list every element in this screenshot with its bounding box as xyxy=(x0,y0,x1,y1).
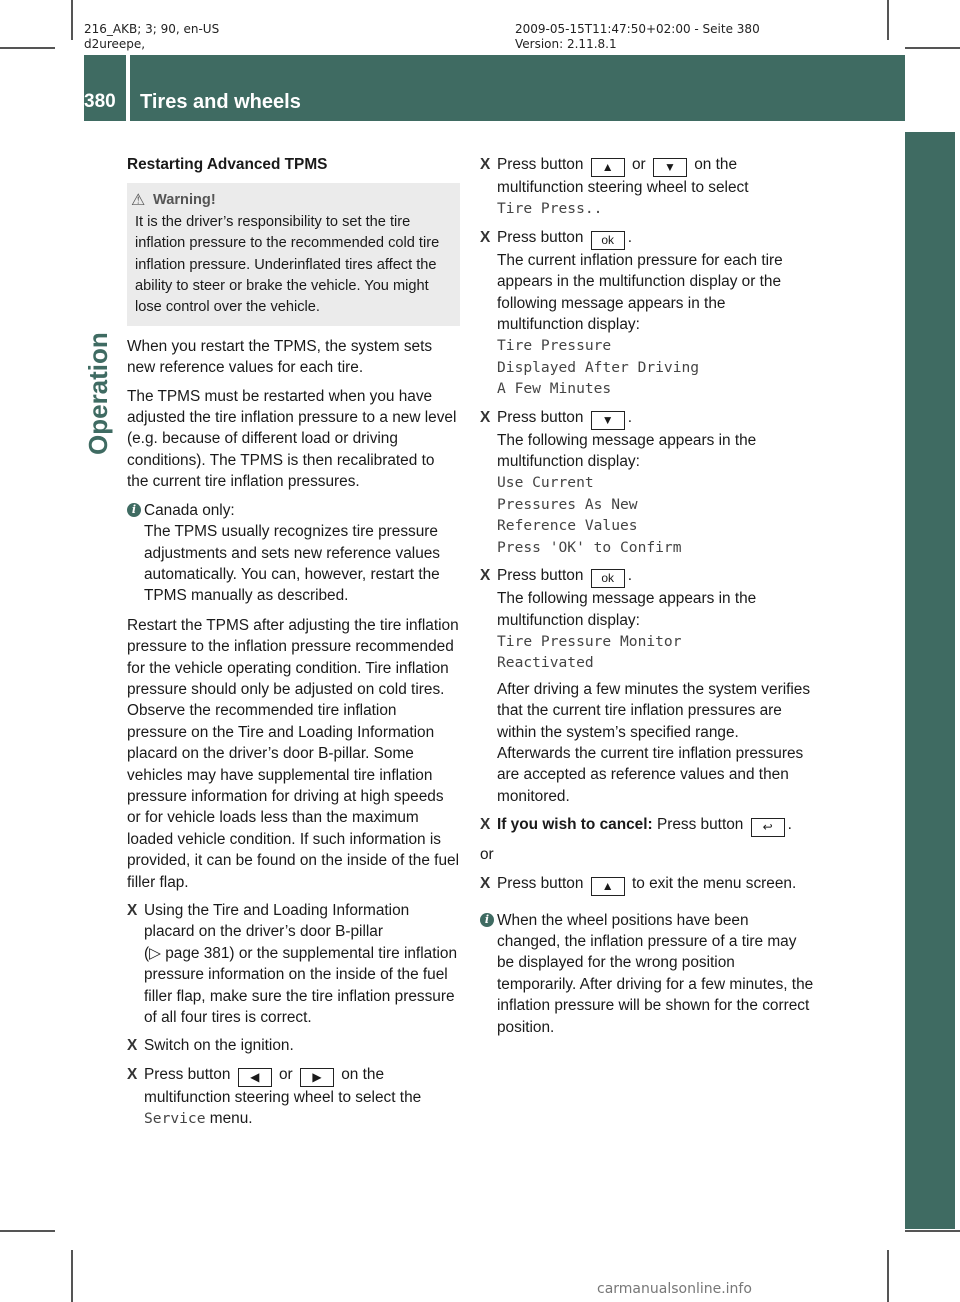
left-arrow-key-icon: ◀ xyxy=(238,1068,272,1087)
print-meta-left xyxy=(84,22,219,52)
step-text: Using the Tire and Loading Information placard on the driver’s door B-pillar xyxy=(144,902,410,941)
info-note xyxy=(480,910,815,1038)
chapter-title: Tires and wheels xyxy=(140,91,301,113)
print-meta-right-line2: Version: 2.11.8.1 xyxy=(515,37,617,51)
step-item: X If you wish to cancel: Press button ↩ . xyxy=(480,814,815,837)
step-x-icon: X xyxy=(127,902,138,919)
step-x-icon: X xyxy=(127,1065,138,1083)
step-text: The current inflation pressure for each tire appears in the multifunction display or the following message appears in the multifunction display: xyxy=(497,251,783,334)
step-text: The following message appears in the multifunction display: xyxy=(497,590,757,629)
display-text: Service xyxy=(144,1110,206,1128)
step-item xyxy=(480,154,815,220)
step-text-bold: If you wish to cancel: xyxy=(497,816,653,834)
ok-key-icon: ok xyxy=(591,231,625,250)
step-text: Switch on the ignition. xyxy=(144,1037,294,1055)
crop-mark xyxy=(0,1230,55,1232)
header-divider xyxy=(126,55,130,121)
side-tab-strip xyxy=(905,132,955,1229)
crop-mark xyxy=(71,0,73,40)
step-text: Press button xyxy=(497,567,584,585)
down-arrow-key-icon: ▼ xyxy=(591,411,625,430)
step-item xyxy=(127,1035,460,1056)
step-x-icon: X xyxy=(480,816,491,834)
step-item xyxy=(480,873,815,896)
info-text: The TPMS usually recognizes tire pressure adjustments and sets new reference values automatically. You can, however, restart the TPMS manually as described. xyxy=(144,523,441,605)
crop-mark xyxy=(887,0,889,40)
crop-mark xyxy=(0,47,55,49)
info-text: When the wheel positions have been changed, the inflation pressure of a tire may be displayed for the wrong position temporarily. After driving for a few minutes, the inflation pressure will be shown for the correct position. xyxy=(497,911,814,1036)
info-icon: i xyxy=(127,503,141,517)
display-text: Displayed After Driving xyxy=(497,358,700,376)
step-text: on the multifunction steering wheel to select the xyxy=(144,1065,422,1106)
step-item xyxy=(127,1064,460,1130)
step-text: Press button xyxy=(656,816,744,834)
display-text: Tire Pressure xyxy=(497,337,612,355)
page-number: 380 xyxy=(84,91,116,112)
display-text: A Few Minutes xyxy=(497,380,612,398)
step-text: on the multifunction steering wheel to select xyxy=(497,156,749,196)
paragraph: Restart the TPMS after adjusting the tire inflation pressure to the inflation pressure recommended for the vehicle operating condition. Tire inflation pressure should only be adjusted on cold tires. Observe the recommended tire inflation pressure on the Tire and Loading Information placard on the driver’s door B-pillar. Some vehicles may have supplemental tire inflation pressure information for driving at high speeds or for vehicle loads less than the maximum loaded vehicle condition. If such information is provided, it can be found on the inside of the fuel filler flap. xyxy=(127,616,459,891)
warning-title xyxy=(131,190,456,211)
info-title: Canada only: xyxy=(144,501,235,519)
crop-mark xyxy=(905,47,960,49)
page-reference-link[interactable]: (▷ page 381) xyxy=(144,944,235,962)
step-item: X Press button ok . The following message appears in the multifunction display: Tire Pressure Monitor Reactivated After driving a few minutes the system verifies that the current tire inflation pressures are within the system’s specified range. Afterwards the current tire inflation pressures are accepted as reference values and then monitored. xyxy=(480,565,815,807)
crop-mark xyxy=(71,1250,73,1302)
step-x-icon: X xyxy=(480,156,491,173)
display-text: Use Current xyxy=(497,474,594,492)
step-item: X Press button ok . The current inflation pressure for each tire appears in the multifunction display or the following message appears in the multifunction display: Tire Pressure Displayed After Driving A Few Minutes xyxy=(480,227,815,400)
step-text: Press button xyxy=(497,156,584,173)
display-text: Press 'OK' to Confirm xyxy=(497,538,682,556)
print-meta-left-line2: d2ureepe, xyxy=(84,37,146,51)
ok-key-icon: ok xyxy=(591,569,625,588)
step-text: menu. xyxy=(209,1110,253,1128)
print-meta-right-line1: 2009-05-15T11:47:50+02:00 - Seite 380 xyxy=(515,22,760,36)
step-text: Press button xyxy=(144,1065,231,1083)
crop-mark xyxy=(887,1250,889,1302)
paragraph: or xyxy=(480,846,494,864)
display-text: Tire Pressure Monitor xyxy=(497,632,682,650)
right-arrow-key-icon: ▶ xyxy=(300,1068,334,1087)
step-x-icon: X xyxy=(480,567,491,585)
step-item xyxy=(127,900,460,1028)
info-icon: i xyxy=(480,913,494,927)
step-x-icon: X xyxy=(480,228,491,246)
side-tab xyxy=(905,132,955,1232)
step-text: or xyxy=(278,1065,293,1083)
up-arrow-key-icon: ▲ xyxy=(591,877,625,896)
step-text: to exit the menu screen. xyxy=(631,874,797,892)
step-text: Press button xyxy=(497,874,584,892)
print-meta-left-line1: 216_AKB; 3; 90, en-US xyxy=(84,22,220,36)
paragraph: The TPMS must be restarted when you have adjusted the tire inflation pressure to a new level (e.g. because of different load or driving conditions). The TPMS is then recalibrated to the current tire inflation pressures. xyxy=(127,387,457,491)
step-x-icon: X xyxy=(127,1037,138,1055)
display-text: Reactivated xyxy=(497,654,594,672)
warning-box xyxy=(127,183,460,325)
paragraph: When you restart the TPMS, the system sets new reference values for each tire. xyxy=(127,337,433,377)
side-tab-label: Operation xyxy=(83,332,113,455)
warning-text: It is the driver’s responsibility to set the tire inflation pressure to the recommended cold tire inflation pressure. Underinflated tires affect the ability to steer or brake the vehicle. You might lose control over the vehicle. xyxy=(135,213,440,316)
warning-triangle-icon: ⚠ xyxy=(131,192,146,210)
section-heading: Restarting Advanced TPMS xyxy=(127,156,328,173)
step-text: Press button xyxy=(497,408,584,426)
print-meta-right xyxy=(515,22,760,52)
step-x-icon: X xyxy=(480,874,491,892)
down-arrow-key-icon: ▼ xyxy=(653,158,687,177)
watermark: carmanualsonline.info xyxy=(597,1281,752,1297)
info-note xyxy=(127,500,460,607)
display-text: Tire Press.. xyxy=(497,200,603,218)
warning-title-text: Warning! xyxy=(153,192,216,209)
step-text: or the supplemental tire inflation pressure information on the inside of the fuel filler flap, make sure the tire inflation pressure of all four tires is correct. xyxy=(144,944,458,1027)
step-x-icon: X xyxy=(480,408,491,426)
right-column xyxy=(480,154,815,1046)
step-text: or xyxy=(631,156,646,173)
back-key-icon: ↩ xyxy=(751,818,785,837)
step-item: X Press button ▼ . The following message appears in the multifunction display: Use Current Pressures As New Reference Values Press 'OK' to Confirm xyxy=(480,407,815,558)
left-column xyxy=(127,154,460,1137)
display-text: Pressures As New xyxy=(497,495,638,513)
step-text: Press button xyxy=(497,228,584,246)
step-text: The following message appears in the multifunction display: xyxy=(497,431,757,471)
step-text: After driving a few minutes the system verifies that the current tire inflation pressures are within the system’s specified range. Afterwards the current tire inflation pressures are accepted as reference values and then monitored. xyxy=(497,680,811,805)
up-arrow-key-icon: ▲ xyxy=(591,158,625,177)
display-text: Reference Values xyxy=(497,517,638,535)
